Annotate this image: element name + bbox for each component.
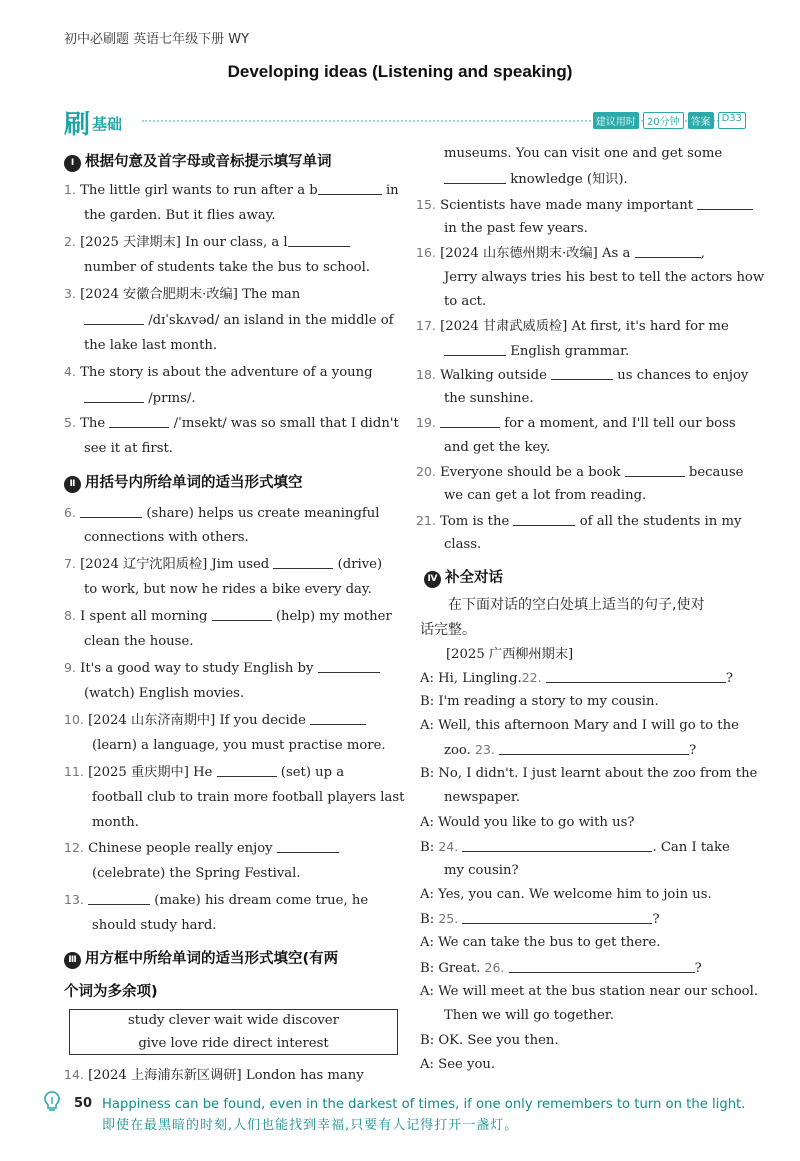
time-value: 20分钟	[643, 112, 684, 129]
question-3-cont: /dɪˈskʌvəd/ an island in the middle of	[84, 312, 394, 329]
question-17: 17. [2024 甘肃武威质检] At first, it's hard for me	[416, 318, 729, 334]
section-3-heading-cont: 个词为多余项)	[64, 984, 158, 1000]
question-21-cont: class.	[444, 537, 482, 552]
question-9: 9. It's a good way to study English by	[64, 660, 380, 677]
question-4-cont: /prɪns/.	[84, 390, 196, 407]
question-9-cont: (watch) English movies.	[84, 686, 245, 701]
question-1: 1. The little girl wants to run after a b in	[64, 182, 399, 198]
dialogue-line-12: B: OK. See you then.	[420, 1033, 559, 1048]
dialogue-line-6: B: 24. . Can I take	[420, 839, 730, 855]
dialogue-line-1: A: Hi, Lingling.22. ?	[420, 670, 733, 686]
dialogue-line-5: A: Would you like to go with us?	[420, 815, 635, 830]
dialogue-source: [2025 广西柳州期末]	[446, 647, 574, 662]
time-label: 建议用时	[593, 112, 639, 129]
question-21: 21. Tom is the of all the students in my	[416, 513, 742, 529]
answer-blank[interactable]	[546, 670, 726, 683]
answer-blank[interactable]	[509, 960, 695, 973]
banner-chips	[593, 112, 746, 129]
question-7: 7. [2024 辽宁沈阳质检] Jim used (drive)	[64, 556, 383, 572]
word-box-row-1: study clever wait wide discover	[128, 1013, 339, 1028]
question-11-end: month.	[92, 815, 139, 830]
answer-blank[interactable]	[288, 234, 350, 247]
question-3-end: the lake last month.	[84, 338, 218, 353]
answer-blank[interactable]	[88, 892, 150, 905]
question-13-cont: should study hard.	[92, 918, 217, 933]
footer-quote-en: Happiness can be found, even in the darkest of times, if one only remembers to turn on the light.	[102, 1097, 746, 1112]
answer-value: D33	[718, 112, 746, 129]
question-17-cont: English grammar.	[444, 343, 629, 360]
question-13: 13. (make) his dream come true, he	[64, 892, 369, 908]
section-4-instructions-cont: 话完整。	[420, 622, 476, 638]
answer-blank[interactable]	[697, 197, 753, 210]
page-title: Developing ideas (Listening and speaking)	[227, 62, 573, 81]
question-18-cont: the sunshine.	[444, 391, 534, 406]
question-6: 6. (share) helps us create meaningful	[64, 505, 380, 521]
question-14-cont: museums. You can visit one and get some	[444, 146, 723, 161]
question-8-cont: clean the house.	[84, 634, 194, 649]
section-banner	[64, 104, 746, 140]
answer-blank[interactable]	[80, 505, 142, 518]
dialogue-line-11: A: We will meet at the bus station near our school.	[420, 984, 758, 999]
question-19: 19. for a moment, and I'll tell our boss	[416, 415, 736, 431]
word-box	[69, 1009, 398, 1055]
question-3: 3. [2024 安徽合肥期末·改编] The man	[64, 286, 301, 302]
answer-blank[interactable]	[273, 556, 333, 569]
dialogue-line-7: A: Yes, you can. We welcome him to join us.	[420, 887, 712, 902]
question-12: 12. Chinese people really enjoy	[64, 840, 339, 857]
dialogue-line-8: B: 25. ?	[420, 911, 660, 927]
answer-blank[interactable]	[444, 343, 506, 356]
dialogue-line-3-cont: zoo. 23. ?	[444, 742, 697, 758]
question-2: 2. [2025 天津期末] In our class, a l	[64, 234, 350, 251]
answer-blank[interactable]	[212, 608, 272, 621]
dialogue-line-11-cont: Then we will go together.	[444, 1008, 614, 1023]
lightbulb-icon	[40, 1089, 64, 1113]
question-18: 18. Walking outside us chances to enjoy	[416, 367, 749, 383]
question-20-cont: we can get a lot from reading.	[444, 488, 647, 503]
footer-quote-zh: 即使在最黑暗的时刻,人们也能找到幸福,只要有人记得打开一盏灯。	[102, 1118, 519, 1133]
answer-blank[interactable]	[84, 312, 144, 325]
question-16-end: to act.	[444, 294, 487, 309]
dialogue-line-4-cont: newspaper.	[444, 790, 520, 805]
dialogue-line-10: B: Great. 26. ?	[420, 960, 702, 976]
book-header: 初中必刷题 英语七年级下册 WY	[64, 32, 250, 47]
answer-blank[interactable]	[635, 245, 701, 258]
dialogue-line-9: A: We can take the bus to get there.	[420, 935, 661, 950]
answer-blank[interactable]	[277, 840, 339, 853]
banner-label: 刷基础	[64, 110, 123, 140]
dialogue-line-4: B: No, I didn't. I just learnt about the zoo from the	[420, 766, 758, 781]
question-2-cont: number of students take the bus to school.	[84, 260, 371, 275]
answer-blank[interactable]	[318, 660, 380, 673]
section-2-heading: Ⅱ 用括号内所给单词的适当形式填空	[64, 471, 303, 493]
answer-blank[interactable]	[444, 171, 506, 184]
answer-blank[interactable]	[310, 712, 366, 725]
dialogue-line-13: A: See you.	[420, 1057, 496, 1072]
section-1-heading: Ⅰ 根据句意及首字母或音标提示填写单词	[64, 150, 332, 172]
question-12-cont: (celebrate) the Spring Festival.	[92, 866, 301, 881]
answer-blank[interactable]	[462, 839, 652, 852]
answer-blank[interactable]	[462, 911, 652, 924]
question-14-end: knowledge (知识).	[444, 171, 628, 188]
answer-blank[interactable]	[318, 182, 382, 195]
question-15-cont: in the past few years.	[444, 221, 588, 236]
question-16-cont: Jerry always tries his best to tell the actors how	[444, 270, 765, 285]
question-14: 14. [2024 上海浦东新区调研] London has many	[64, 1067, 364, 1083]
answer-blank[interactable]	[551, 367, 613, 380]
section-4-instructions: 在下面对话的空白处填上适当的句子,使对	[448, 597, 705, 613]
question-8: 8. I spent all morning (help) my mother	[64, 608, 392, 624]
question-15: 15. Scientists have made many important	[416, 197, 753, 214]
section-4-heading: Ⅳ 补全对话	[424, 566, 503, 588]
question-11-cont: football club to train more football players last	[92, 790, 405, 805]
question-7-cont: to work, but now he rides a bike every day.	[84, 582, 372, 597]
answer-blank[interactable]	[217, 764, 277, 777]
question-5: 5. The /ˈɪnsekt/ was so small that I didn't	[64, 415, 399, 431]
question-6-cont: connections with others.	[84, 530, 249, 545]
question-1-cont: the garden. But it flies away.	[84, 208, 276, 223]
question-5-cont: see it at first.	[84, 441, 173, 456]
question-16: 16. [2024 山东德州期末·改编] As a ,	[416, 245, 705, 261]
question-4: 4. The story is about the adventure of a young	[64, 364, 373, 380]
question-10: 10. [2024 山东济南期中] If you decide	[64, 712, 366, 729]
answer-blank[interactable]	[84, 390, 144, 403]
question-19-cont: and get the key.	[444, 440, 551, 455]
answer-blank[interactable]	[499, 742, 689, 755]
answer-blank[interactable]	[440, 415, 500, 428]
word-box-row-2: give love ride direct interest	[138, 1036, 329, 1051]
answer-blank[interactable]	[513, 513, 575, 526]
question-10-cont: (learn) a language, you must practise more.	[92, 738, 386, 753]
page-number: 50	[74, 1096, 93, 1111]
question-20: 20. Everyone should be a book because	[416, 464, 744, 480]
answer-blank[interactable]	[625, 464, 685, 477]
dialogue-line-3: A: Well, this afternoon Mary and I will go to the	[420, 718, 739, 733]
question-11: 11. [2025 重庆期中] He (set) up a	[64, 764, 345, 780]
section-3-heading: Ⅲ 用方框中所给单词的适当形式填空(有两	[64, 947, 338, 969]
dialogue-line-2: B: I'm reading a story to my cousin.	[420, 694, 659, 709]
answer-label: 答案	[688, 112, 714, 129]
dialogue-line-6-cont: my cousin?	[444, 863, 519, 878]
answer-blank[interactable]	[109, 415, 169, 428]
